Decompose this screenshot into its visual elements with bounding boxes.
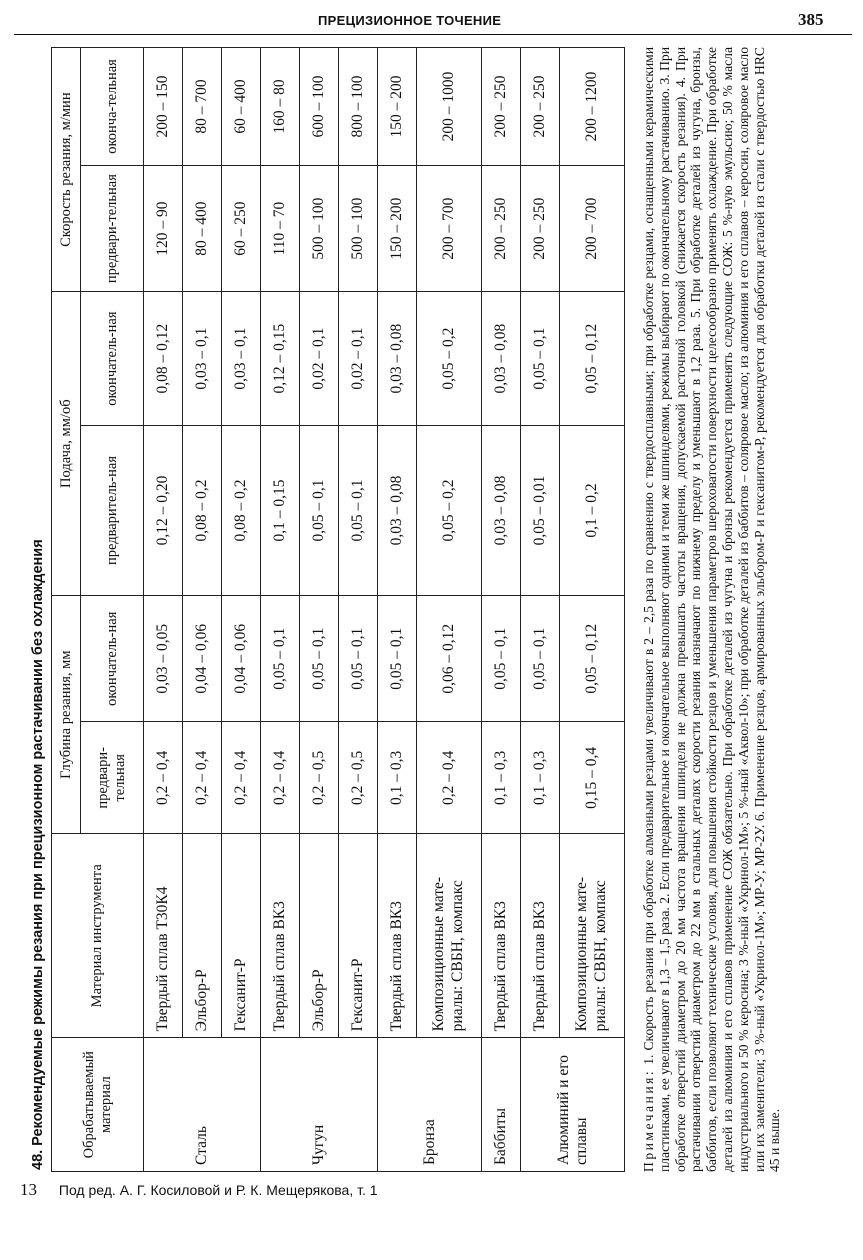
depth-final-cell: 0,05 – 0,12: [560, 596, 625, 722]
feed-final-cell: 0,03 – 0,08: [482, 292, 521, 426]
page-footer: [20, 1180, 378, 1200]
depth-final-cell: 0,05 – 0,1: [521, 596, 560, 722]
feed-final-cell: 0,05 – 0,12: [560, 292, 625, 426]
speed-final-cell: 200 – 150: [144, 48, 183, 166]
table-row: [339, 48, 378, 1172]
sheet-number: 13: [20, 1180, 37, 1199]
header-depth: Глубина резания, мм: [52, 596, 81, 834]
subheader-depth-final: окончатель-ная: [81, 596, 144, 722]
tool-cell: Твердый сплав Т30К4: [144, 834, 183, 1038]
header-material: Обрабатываемый материал: [52, 1038, 144, 1172]
depth-prelim-cell: 0,2 – 0,5: [300, 722, 339, 834]
table-row: [417, 48, 482, 1172]
depth-final-cell: 0,06 – 0,12: [417, 596, 482, 722]
depth-prelim-cell: 0,2 – 0,5: [339, 722, 378, 834]
feed-final-cell: 0,05 – 0,1: [521, 292, 560, 426]
header-tool: Материал инструмента: [52, 834, 144, 1038]
tool-cell: Твердый сплав ВК3: [261, 834, 300, 1038]
feed-prelim-cell: 0,03 – 0,08: [482, 425, 521, 595]
feed-prelim-cell: 0,08 – 0,2: [222, 425, 261, 595]
feed-prelim-cell: 0,03 – 0,08: [378, 425, 417, 595]
header-feed: Подача, мм/об: [52, 292, 81, 596]
speed-final-cell: 600 – 100: [300, 48, 339, 166]
feed-prelim-cell: 0,1 – 0,2: [560, 425, 625, 595]
depth-prelim-cell: 0,2 – 0,4: [261, 722, 300, 834]
speed-prelim-cell: 500 – 100: [339, 165, 378, 291]
footer-text: Под ред. А. Г. Косиловой и Р. К. Мещерякова, т. 1: [58, 1182, 378, 1198]
depth-prelim-cell: 0,2 – 0,4: [144, 722, 183, 834]
depth-prelim-cell: 0,1 – 0,3: [378, 722, 417, 834]
table-row: [261, 48, 300, 1172]
cutting-modes-table: [51, 47, 625, 1172]
material-aluminum: Алюминий и его сплавы: [521, 1038, 625, 1172]
tool-cell: Гексанит-Р: [222, 834, 261, 1038]
speed-final-cell: 160 – 80: [261, 48, 300, 166]
speed-final-cell: 200 – 250: [482, 48, 521, 166]
speed-final-cell: 800 – 100: [339, 48, 378, 166]
feed-prelim-cell: 0,05 – 0,1: [300, 425, 339, 595]
depth-prelim-cell: 0,1 – 0,3: [482, 722, 521, 834]
material-cast-iron: Чугун: [261, 1038, 378, 1172]
tool-cell: Композиционные мате-риалы: СВБН, компакс: [560, 834, 625, 1038]
speed-final-cell: 200 – 250: [521, 48, 560, 166]
depth-prelim-cell: 0,15 – 0,4: [560, 722, 625, 834]
table-row: [521, 48, 560, 1172]
feed-prelim-cell: 0,08 – 0,2: [183, 425, 222, 595]
notes-text: 1. Скорость резания при обработке алмазными резцами увеличивают в 2 – 2,5 раза по сравнению с твердосплавными; при обработке резцами, оснащенными керамическими пластинками, ее увеличивают в 1,3 – 1,5 раза. 2. Если предварительное и окончательное выполняют одними и теми же шпинделями, режимы выбирают по окончательному растачиванию. 3. При обработке отверстий диаметром до 20 мм частота вращения шпинделя не должна превышать частоты вращения, допускаемой расточной головкой (снижается скорость резания). 4. При растачивании отверстий диаметром до 22 мм в стальных деталях скорости резания назначают по нижнему пределу и уменьшают в 1,2 раза. 5. При обработке деталей из чугуна, бронзы, баббитов, если позволяют технические условия, для повышения стойкости резцов и уменьшения параметров шероховатости поверхности целесообразно применять охлаждение. При обработке деталей из алюминия и его сплавов применение СОЖ обязательно. При обработке деталей из чугуна и бронзы рекомендуется применять следующие СОЖ: 5 %-ную эмульсию; 50 % масла индустриального и 50 % керосина; 3 %-ный «Укринол-1М»; 5 %-ный «Аквол-10»; при обработке деталей из баббитов – соляровое масло; из алюминия и его сплавов – керосин, соляровое масло или их заменители; 3 %-ный «Укринол-1М»; МР-У; МР-2У. 6. Применение резцов, армированных эльбором-Р и гексанитом-Р, рекомендуется для обработки деталей из стали с твердостью HRC 45 и выше.: [641, 47, 783, 1172]
depth-final-cell: 0,03 – 0,05: [144, 596, 183, 722]
tool-cell: Гексанит-Р: [339, 834, 378, 1038]
speed-prelim-cell: 60 – 250: [222, 165, 261, 291]
depth-final-cell: 0,05 – 0,1: [339, 596, 378, 722]
speed-prelim-cell: 80 – 400: [183, 165, 222, 291]
rotated-content: [25, 42, 845, 1172]
notes-label: Примечания:: [641, 1068, 656, 1172]
table-row: [560, 48, 625, 1172]
depth-final-cell: 0,04 – 0,06: [222, 596, 261, 722]
table-row: [222, 48, 261, 1172]
table-row: [183, 48, 222, 1172]
speed-prelim-cell: 200 – 250: [482, 165, 521, 291]
subheader-speed-prelim: предвари-тельная: [81, 165, 144, 291]
table-row: [378, 48, 417, 1172]
material-babbitt: Баббиты: [482, 1038, 521, 1172]
speed-prelim-cell: 120 – 90: [144, 165, 183, 291]
header-rule: [14, 34, 852, 35]
speed-final-cell: 200 – 1000: [417, 48, 482, 166]
feed-prelim-cell: 0,12 – 0,20: [144, 425, 183, 595]
depth-prelim-cell: 0,2 – 0,4: [183, 722, 222, 834]
feed-final-cell: 0,03 – 0,1: [222, 292, 261, 426]
feed-prelim-cell: 0,05 – 0,1: [339, 425, 378, 595]
table-row: [144, 48, 183, 1172]
header-speed: Скорость резания, м/мин: [52, 48, 81, 292]
depth-final-cell: 0,05 – 0,1: [300, 596, 339, 722]
table-row: [482, 48, 521, 1172]
speed-prelim-cell: 200 – 700: [560, 165, 625, 291]
speed-final-cell: 60 – 400: [222, 48, 261, 166]
depth-final-cell: 0,05 – 0,1: [261, 596, 300, 722]
depth-final-cell: 0,04 – 0,06: [183, 596, 222, 722]
feed-prelim-cell: 0,1 – 0,15: [261, 425, 300, 595]
subheader-feed-prelim: предваритель-ная: [81, 425, 144, 595]
speed-final-cell: 200 – 1200: [560, 48, 625, 166]
feed-final-cell: 0,03 – 0,08: [378, 292, 417, 426]
depth-prelim-cell: 0,1 – 0,3: [521, 722, 560, 834]
feed-final-cell: 0,12 – 0,15: [261, 292, 300, 426]
page-number: 385: [798, 10, 824, 29]
material-steel: Сталь: [144, 1038, 261, 1172]
tool-cell: Твердый сплав ВК3: [521, 834, 560, 1038]
tool-cell: Эльбор-Р: [183, 834, 222, 1038]
table-notes: [641, 47, 783, 1172]
feed-final-cell: 0,02 – 0,1: [300, 292, 339, 426]
tool-cell: Твердый сплав ВК3: [482, 834, 521, 1038]
speed-prelim-cell: 200 – 250: [521, 165, 560, 291]
feed-final-cell: 0,08 – 0,12: [144, 292, 183, 426]
depth-prelim-cell: 0,2 – 0,4: [222, 722, 261, 834]
feed-final-cell: 0,02 – 0,1: [339, 292, 378, 426]
subheader-speed-final: оконча-тельная: [81, 48, 144, 166]
tool-cell: Композиционные мате-риалы: СВБН, компакс: [417, 834, 482, 1038]
material-bronze: Бронза: [378, 1038, 482, 1172]
speed-final-cell: 150 – 200: [378, 48, 417, 166]
table-row: [300, 48, 339, 1172]
feed-prelim-cell: 0,05 – 0,2: [417, 425, 482, 595]
speed-prelim-cell: 110 – 70: [261, 165, 300, 291]
feed-prelim-cell: 0,05 – 0,01: [521, 425, 560, 595]
running-header-title: ПРЕЦИЗИОННОЕ ТОЧЕНИЕ: [318, 13, 502, 28]
tool-cell: Твердый сплав ВК3: [378, 834, 417, 1038]
table-caption: 48. Рекомендуемые режимы резания при прецизионном растачивании без охлаждения: [30, 539, 46, 1170]
tool-cell: Эльбор-Р: [300, 834, 339, 1038]
subheader-feed-final: окончатель-ная: [81, 292, 144, 426]
speed-prelim-cell: 150 – 200: [378, 165, 417, 291]
depth-final-cell: 0,05 – 0,1: [482, 596, 521, 722]
speed-prelim-cell: 500 – 100: [300, 165, 339, 291]
speed-prelim-cell: 200 – 700: [417, 165, 482, 291]
feed-final-cell: 0,03 – 0,1: [183, 292, 222, 426]
speed-final-cell: 80 – 700: [183, 48, 222, 166]
depth-final-cell: 0,05 – 0,1: [378, 596, 417, 722]
depth-prelim-cell: 0,2 – 0,4: [417, 722, 482, 834]
subheader-depth-prelim: предвари-тельная: [81, 722, 144, 834]
feed-final-cell: 0,05 – 0,2: [417, 292, 482, 426]
